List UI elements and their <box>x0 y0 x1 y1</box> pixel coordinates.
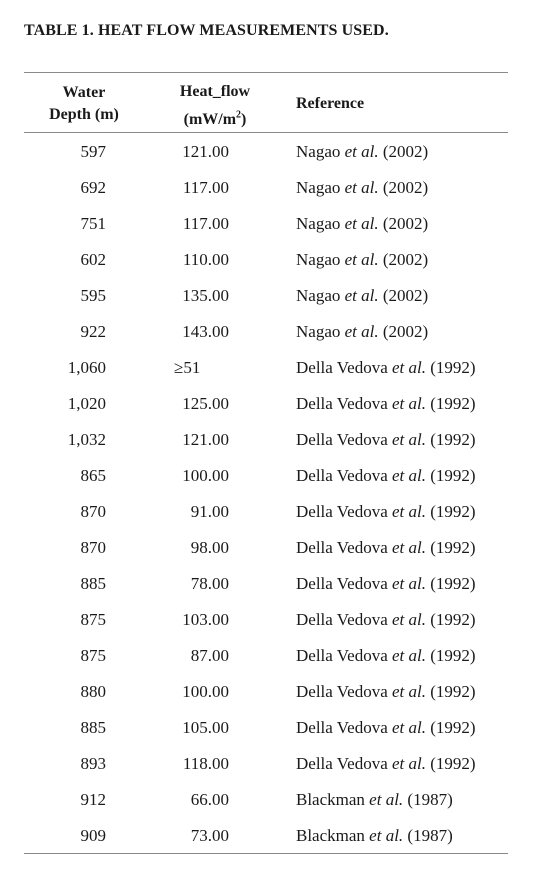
table-row <box>0 242 537 278</box>
cell-reference <box>296 242 428 278</box>
reference-year: (1992) <box>430 466 476 485</box>
cell-water-depth: 597 <box>80 142 106 161</box>
table-row <box>0 206 537 242</box>
table-row <box>0 566 537 602</box>
table-header-rule <box>24 132 508 133</box>
cell-heat-flow: 103.00 <box>182 610 229 629</box>
reference-author: Della Vedova <box>296 430 388 449</box>
reference-et-al: et al. <box>392 466 426 485</box>
table-row <box>0 674 537 710</box>
reference-year: (1987) <box>407 826 453 845</box>
cell-heat-flow: 98.00 <box>190 538 229 557</box>
reference-et-al: et al. <box>392 718 426 737</box>
cell-reference <box>296 746 476 782</box>
cell-heat-flow: 100.00 <box>182 466 229 485</box>
cell-reference <box>296 530 476 566</box>
table-bottom-rule <box>24 853 508 854</box>
reference-author: Blackman <box>296 826 365 845</box>
cell-heat-flow: 66.00 <box>190 790 229 809</box>
reference-et-al: et al. <box>344 214 379 233</box>
header-water-depth <box>30 82 138 126</box>
cell-heat-flow: ≥51 <box>174 358 201 377</box>
table-row <box>0 422 537 458</box>
table-title: TABLE 1. HEAT FLOW MEASUREMENTS USED. <box>24 22 389 39</box>
reference-et-al: et al. <box>344 250 379 269</box>
reference-et-al: et al. <box>392 682 426 701</box>
cell-water-depth: 893 <box>80 754 106 773</box>
cell-reference <box>296 206 428 242</box>
reference-et-al: et al. <box>344 322 379 341</box>
reference-year: (1992) <box>430 754 476 773</box>
cell-heat-flow: 87.00 <box>190 646 229 665</box>
cell-reference <box>296 458 476 494</box>
table-row <box>0 602 537 638</box>
reference-year: (2002) <box>382 178 429 197</box>
cell-reference <box>296 782 453 818</box>
cell-reference <box>296 674 476 710</box>
cell-heat-flow: 125.00 <box>182 394 229 413</box>
reference-et-al: et al. <box>392 538 426 557</box>
reference-author: Nagao <box>296 322 341 341</box>
reference-year: (1992) <box>430 394 476 413</box>
table-row <box>0 350 537 386</box>
table-row <box>0 458 537 494</box>
cell-reference <box>296 566 476 602</box>
reference-author: Della Vedova <box>296 754 388 773</box>
reference-et-al: et al. <box>392 754 426 773</box>
cell-water-depth: 875 <box>80 646 106 665</box>
table-top-rule <box>24 72 508 73</box>
reference-year: (2002) <box>382 322 429 341</box>
reference-author: Della Vedova <box>296 466 388 485</box>
reference-author: Della Vedova <box>296 574 388 593</box>
reference-et-al: et al. <box>344 142 379 161</box>
table-body <box>0 134 537 854</box>
table-row <box>0 314 537 350</box>
table-row <box>0 638 537 674</box>
cell-water-depth: 885 <box>80 718 106 737</box>
reference-et-al: et al. <box>392 574 426 593</box>
reference-author: Nagao <box>296 250 341 269</box>
cell-heat-flow: 91.00 <box>190 502 229 521</box>
cell-water-depth: 912 <box>80 790 106 809</box>
cell-reference <box>296 386 476 422</box>
reference-et-al: et al. <box>392 502 426 521</box>
cell-heat-flow: 117.00 <box>182 214 229 233</box>
table-row <box>0 170 537 206</box>
reference-author: Della Vedova <box>296 394 388 413</box>
reference-year: (2002) <box>382 250 429 269</box>
cell-water-depth: 870 <box>80 538 106 557</box>
header-heat-flow <box>160 78 270 134</box>
cell-heat-flow: 73.00 <box>190 826 229 845</box>
table-row <box>0 746 537 782</box>
cell-reference <box>296 350 476 386</box>
reference-author: Della Vedova <box>296 538 388 557</box>
cell-reference <box>296 638 476 674</box>
cell-water-depth: 1,020 <box>67 394 106 413</box>
cell-reference <box>296 602 476 638</box>
cell-water-depth: 595 <box>80 286 106 305</box>
cell-reference <box>296 278 428 314</box>
reference-year: (1992) <box>430 610 476 629</box>
reference-year: (1992) <box>430 682 476 701</box>
table-row <box>0 710 537 746</box>
header-reference: Reference <box>296 95 365 112</box>
reference-et-al: et al. <box>344 178 379 197</box>
cell-reference <box>296 818 453 854</box>
reference-year: (1992) <box>430 718 476 737</box>
table-row <box>0 818 537 854</box>
cell-heat-flow: 78.00 <box>190 574 229 593</box>
cell-water-depth: 875 <box>80 610 106 629</box>
cell-water-depth: 602 <box>80 250 106 269</box>
reference-year: (1992) <box>430 574 476 593</box>
header-water-depth-line2: Depth (m) <box>49 106 119 123</box>
cell-heat-flow: 110.00 <box>182 250 229 269</box>
cell-water-depth: 751 <box>80 214 106 233</box>
table-row <box>0 386 537 422</box>
reference-et-al: et al. <box>392 610 426 629</box>
reference-year: (2002) <box>382 214 429 233</box>
cell-water-depth: 692 <box>80 178 106 197</box>
cell-water-depth: 880 <box>80 682 106 701</box>
cell-heat-flow: 121.00 <box>182 430 229 449</box>
reference-year: (2002) <box>382 286 429 305</box>
header-heat-flow-unit-close: ) <box>241 111 247 128</box>
cell-reference <box>296 710 476 746</box>
reference-author: Della Vedova <box>296 358 388 377</box>
reference-author: Nagao <box>296 286 341 305</box>
reference-year: (1992) <box>430 646 476 665</box>
reference-et-al: et al. <box>392 358 426 377</box>
reference-et-al: et al. <box>392 394 426 413</box>
header-heat-flow-units <box>160 106 270 134</box>
reference-author: Della Vedova <box>296 682 388 701</box>
reference-author: Della Vedova <box>296 646 388 665</box>
cell-heat-flow: 105.00 <box>182 718 229 737</box>
table-row <box>0 134 537 170</box>
table-row <box>0 278 537 314</box>
reference-author: Della Vedova <box>296 610 388 629</box>
cell-water-depth: 1,060 <box>67 358 106 377</box>
cell-water-depth: 922 <box>80 322 106 341</box>
reference-author: Blackman <box>296 790 365 809</box>
reference-year: (1992) <box>430 502 476 521</box>
reference-author: Nagao <box>296 142 341 161</box>
cell-water-depth: 1,032 <box>67 430 106 449</box>
cell-heat-flow: 100.00 <box>182 682 229 701</box>
cell-water-depth: 909 <box>80 826 106 845</box>
reference-author: Nagao <box>296 178 341 197</box>
header-heat-flow-unit-exponent: 2 <box>236 109 242 121</box>
cell-water-depth: 865 <box>80 466 106 485</box>
cell-water-depth: 885 <box>80 574 106 593</box>
reference-year: (2002) <box>382 142 429 161</box>
cell-heat-flow: 135.00 <box>182 286 229 305</box>
cell-water-depth: 870 <box>80 502 106 521</box>
reference-author: Della Vedova <box>296 502 388 521</box>
reference-et-al: et al. <box>344 286 379 305</box>
reference-year: (1992) <box>430 358 476 377</box>
cell-reference <box>296 422 476 458</box>
reference-year: (1992) <box>430 430 476 449</box>
reference-et-al: et al. <box>392 646 426 665</box>
header-heat-flow-line1: Heat_flow <box>179 83 251 100</box>
cell-heat-flow: 118.00 <box>182 754 229 773</box>
reference-author: Nagao <box>296 214 341 233</box>
table-row <box>0 494 537 530</box>
table-row <box>0 782 537 818</box>
reference-year: (1987) <box>407 790 453 809</box>
cell-reference <box>296 314 428 350</box>
cell-reference <box>296 170 428 206</box>
reference-et-al: et al. <box>369 790 404 809</box>
reference-author: Della Vedova <box>296 718 388 737</box>
cell-heat-flow: 143.00 <box>182 322 229 341</box>
reference-year: (1992) <box>430 538 476 557</box>
cell-reference <box>296 134 428 170</box>
reference-et-al: et al. <box>369 826 404 845</box>
cell-heat-flow: 117.00 <box>182 178 229 197</box>
table-row <box>0 530 537 566</box>
header-heat-flow-unit-text: (mW/m <box>183 111 237 128</box>
reference-et-al: et al. <box>392 430 426 449</box>
cell-reference <box>296 494 476 530</box>
header-water-depth-line1: Water <box>62 84 106 101</box>
cell-heat-flow: 121.00 <box>182 142 229 161</box>
